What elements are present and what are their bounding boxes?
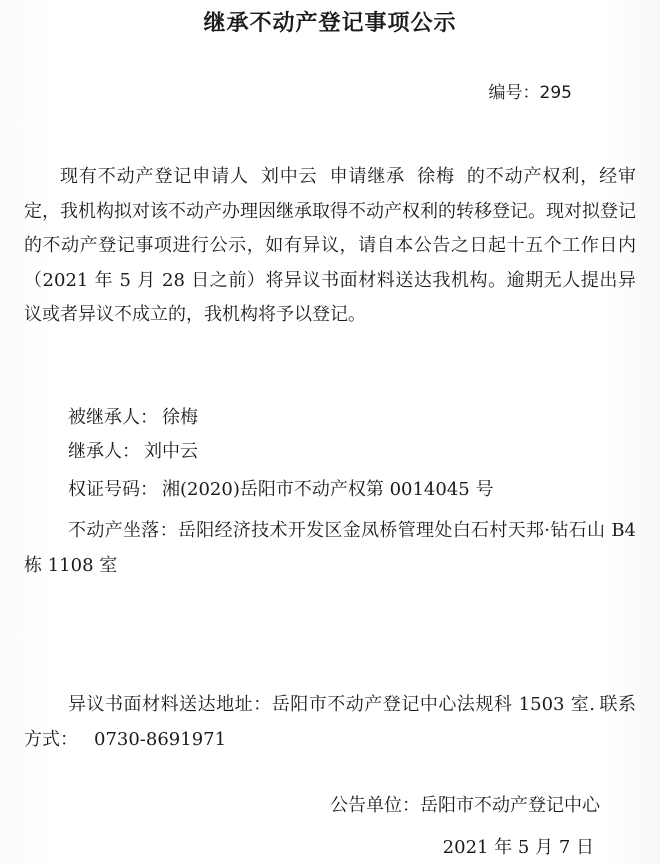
objection-address-value: 岳阳市不动产登记中心法规科 1503 室. (271, 694, 595, 715)
issuer (330, 792, 600, 820)
heir-field (68, 438, 198, 466)
certificate-value: 湘(2020)岳阳市不动产权第 0014045 号 (162, 479, 494, 500)
location-label: 不动产坐落： (68, 520, 178, 541)
notice-text-part2: 申请继承 (329, 166, 406, 187)
decedent-field (68, 404, 198, 432)
heir-value: 刘中云 (144, 441, 198, 462)
notice-number (489, 78, 572, 103)
decedent-value: 徐梅 (162, 407, 198, 428)
deceased-name: 徐梅 (417, 166, 455, 187)
notice-number-value: 295 (539, 83, 572, 103)
heir-label: 继承人： (68, 441, 140, 462)
notice-text-part3: 的不动产权利，经审定，我机构拟对该不动产办理因继承取得不动产权利的转移登记。现对拟登记的不动产登记事项进行公示，如有异议，请自本公告之日起十五个工作日内（2021 年 5 月 28 日之前）将异议书面材料送达我机构。逾期无人提出异议或者异议不成立的，我机构将予以登记。 (24, 166, 637, 325)
location-field (24, 514, 636, 583)
objection-info (24, 688, 636, 757)
issuer-value: 岳阳市不动产登记中心 (420, 795, 600, 816)
certificate-field (68, 476, 493, 504)
issuer-label: 公告单位： (330, 795, 420, 816)
applicant-name: 刘中云 (260, 166, 318, 187)
location-value: 岳阳经济技术开发区金凤桥管理处白石村天邦·钻石山 B4 栋 1108 室 (24, 520, 637, 576)
objection-address-label: 异议书面材料送达地址： (68, 694, 272, 715)
page-title: 继承不动产登记事项公示 (203, 11, 457, 36)
notice-date: 2021 年 5 月 7 日 (442, 837, 594, 858)
certificate-label: 权证号码： (68, 479, 158, 500)
notice-paragraph (24, 160, 636, 333)
contact-label: 联系方式： (24, 694, 637, 750)
notice-number-label: 编号： (488, 83, 540, 103)
contact-phone: 0730-8691971 (94, 728, 227, 750)
notice-text-part1: 现有不动产登记申请人 (60, 166, 249, 187)
decedent-label: 被继承人： (68, 407, 158, 428)
